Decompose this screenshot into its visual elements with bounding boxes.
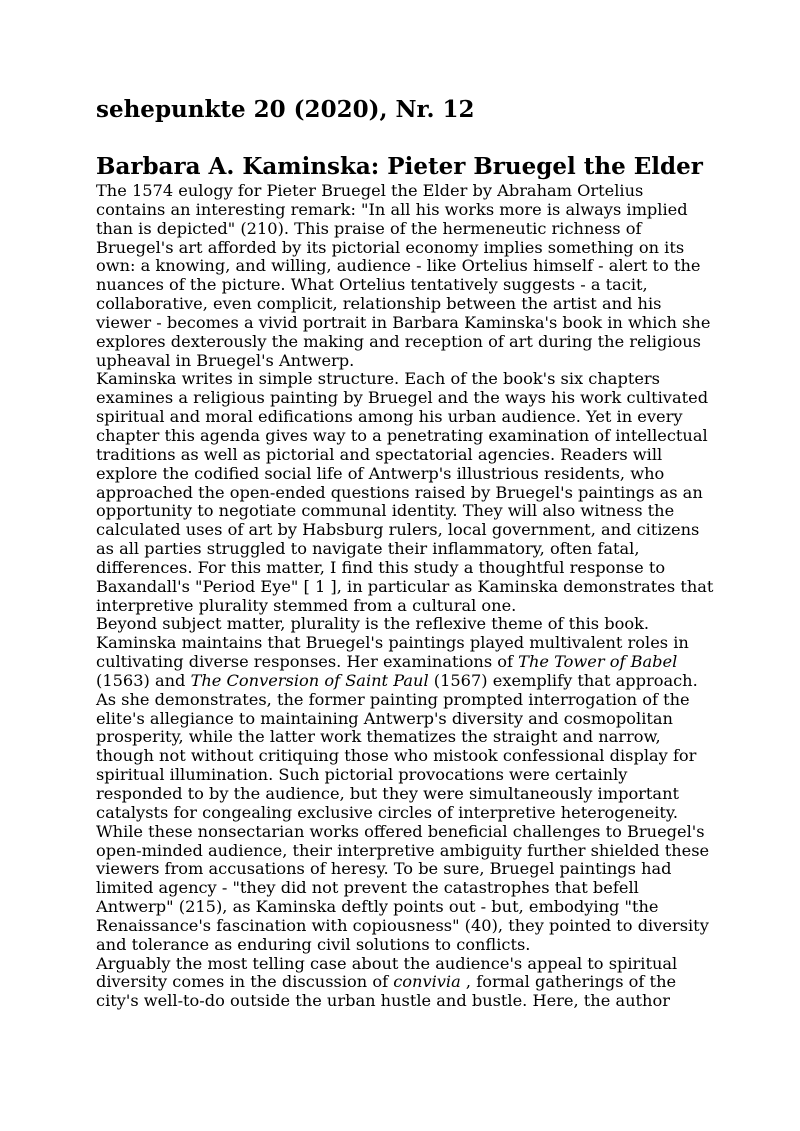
paragraph-4-text-b: , formal gatherings of the city's well-to-do outside the urban hustle and bustle. Here, the author bbox=[96, 972, 677, 1011]
paragraph-3-text-b: (1563) and bbox=[96, 670, 191, 690]
paragraph-2 bbox=[96, 370, 716, 615]
paragraph-2-text: Kaminska writes in simple structure. Each of the book's six chapters examines a religious painting by Bruegel and the ways his work cultivated spiritual and moral edifications among his urban audience. Yet in every chapter this agenda gives way to a penetrating examination of intellectual traditions as well as pictorial and spectatorial agencies. Readers will explore the codified social life of Antwerp's illustrious residents, who approached the open-ended questions raised by Bruegel's paintings as an opportunity to negotiate communal identity. They will also witness the calculated uses of art by Habsburg rulers, local government, and citizens as all parties struggled to navigate their inflammatory, often fatal, differences. For this matter, I find this study a thoughtful response to Baxandall's "Period Eye" [ 1 ], in particular as Kaminska demonstrates that interpretive plurality stemmed from a cultural one. bbox=[96, 369, 714, 615]
review-title: Barbara A. Kaminska: Pieter Bruegel the Elder bbox=[96, 153, 703, 180]
paragraph-1 bbox=[96, 182, 716, 370]
paragraph-4-text-a: Arguably the most telling case about the audience's appeal to spiritual diversity comes in the discussion of bbox=[96, 953, 678, 992]
paragraph-3-text-a: Beyond subject matter, plurality is the reflexive theme of this book. Kaminska maintains that Bruegel's paintings played multivalent roles in cultivating diverse responses. Her examinations of bbox=[96, 614, 689, 672]
review-body bbox=[96, 182, 716, 1011]
work-title-tower-of-babel: The Tower of Babel bbox=[518, 652, 678, 672]
paragraph-4 bbox=[96, 955, 716, 1012]
journal-heading: sehepunkte 20 (2020), Nr. 12 bbox=[96, 96, 475, 123]
paragraph-3 bbox=[96, 615, 716, 954]
work-title-conversion-of-saint-paul: The Conversion of Saint Paul bbox=[190, 670, 429, 690]
paragraph-1-text: The 1574 eulogy for Pieter Bruegel the Elder by Abraham Ortelius contains an interesting remark: "In all his works more is always implied than is depicted" (210). This praise of the hermeneutic richness of Bruegel's art afforded by its pictorial economy implies something on its own: a knowing, and willing, audience - like Ortelius himself - alert to the nuances of the picture. What Ortelius tentatively suggests - a tacit, collaborative, even complicit, relationship between the artist and his viewer - becomes a vivid portrait in Barbara Kaminska's book in which she explores dexterously the making and reception of art during the religious upheaval in Bruegel's Antwerp. bbox=[96, 181, 711, 370]
term-convivia: convivia bbox=[393, 972, 461, 992]
paragraph-3-text-c: (1567) exemplify that approach. As she demonstrates, the former painting prompted interrogation of the elite's allegiance to maintaining Antwerp's diversity and cosmopolitan prosperity, while the latter work thematizes the straight and narrow, though not without critiquing those who mistook confessional display for spiritual illumination. Such pictorial provocations were certainly responded to by the audience, but they were simultaneously important catalysts for congealing exclusive circles of interpretive heterogeneity. While these nonsectarian works offered beneficial challenges to Bruegel's open-minded audience, their interpretive ambiguity further shielded these viewers from accusations of heresy. To be sure, Bruegel paintings had limited agency - "they did not prevent the catastrophes that befell Antwerp" (215), as Kaminska deftly points out - but, embodying "the Renaissance's fascination with copiousness" (40), they pointed to diversity and tolerance as enduring civil solutions to conflicts. bbox=[96, 670, 710, 954]
